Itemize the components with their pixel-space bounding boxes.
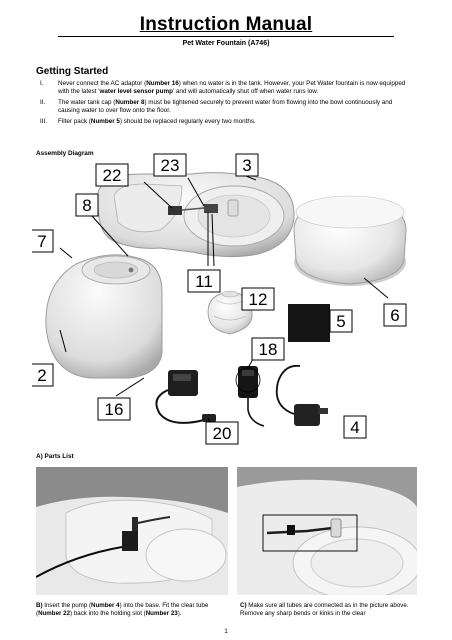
instruction-item	[36, 118, 410, 126]
product-subtitle: Pet Water Fountain (A746)	[182, 40, 270, 47]
filter-pad	[288, 304, 330, 342]
label-18: 18	[258, 340, 278, 359]
step-c-caption	[240, 602, 418, 618]
instruction-emphasis: Number 16	[146, 80, 179, 87]
tube-connection-photo	[237, 467, 417, 595]
step-b-caption	[36, 602, 226, 618]
instruction-number: III.	[40, 117, 47, 125]
bowl-cover	[294, 196, 406, 286]
label-3: 3	[242, 156, 252, 175]
instruction-emphasis: Number 8	[115, 98, 145, 106]
title-divider	[58, 36, 394, 37]
label-2: 2	[37, 366, 47, 385]
instruction-item	[36, 80, 410, 97]
step-letter: B)	[36, 602, 43, 609]
caption-text: Make sure all tubes are connected as in the picture above. Remove any sharp bends or kinks in the clear	[240, 602, 409, 618]
water-tank	[46, 255, 162, 378]
label-7: 7	[37, 232, 47, 251]
power-adaptor	[238, 366, 264, 426]
instruction-text: Never connect the AC adaptor (	[58, 80, 147, 87]
pump-insert-photo	[36, 467, 228, 595]
label-4: 4	[350, 418, 360, 437]
caption-emphasis: Number 4	[91, 602, 120, 609]
label-5: 5	[336, 312, 346, 331]
instruction-text: ) must be tightened securely to prevent water from flowing into the bowl continuously and causing water to over flow onto the floor.	[58, 98, 393, 115]
instruction-text: ) should be replaced regularly every two months.	[119, 117, 256, 125]
caption-text: ) into the base. Fit the clear tube (	[36, 602, 209, 618]
label-8: 8	[82, 196, 92, 215]
label-23: 23	[160, 156, 180, 175]
page-title: Instruction Manual	[139, 14, 313, 35]
caption-text: Insert the pump (	[42, 602, 92, 609]
parts-list-label: A) Parts List	[36, 453, 74, 460]
instruction-emphasis: water level sensor pump	[99, 88, 173, 96]
assembly-diagram-label: Assembly Diagram	[36, 150, 94, 157]
instruction-text: ) when no water is in the tank. However, your Pet Water fountain is now equipped with the latest '	[58, 80, 406, 96]
instruction-text: Filter pack (	[58, 117, 91, 125]
page-number: 1	[224, 628, 228, 635]
instruction-list	[36, 80, 410, 128]
label-12: 12	[248, 290, 268, 309]
caption-emphasis: Number 22	[38, 610, 71, 618]
instruction-item	[36, 99, 410, 116]
instruction-emphasis: Number 5	[90, 117, 120, 125]
pump	[277, 366, 328, 426]
assembly-diagram	[32, 152, 420, 450]
instruction-text: ' and will automatically shut off when water runs low.	[172, 88, 319, 96]
label-6: 6	[390, 306, 400, 325]
caption-text: ).	[177, 610, 182, 618]
label-11: 11	[195, 272, 213, 291]
label-22: 22	[102, 166, 122, 185]
label-20: 20	[212, 424, 232, 443]
ac-adaptor	[156, 370, 216, 423]
instruction-number: I.	[40, 80, 44, 87]
label-16: 16	[104, 400, 124, 419]
caption-text: ) back into the holding slot (	[70, 610, 146, 618]
instruction-number: II.	[40, 98, 46, 106]
section-heading: Getting Started	[36, 66, 109, 77]
caption-emphasis: Number 23	[145, 610, 178, 618]
instruction-text: The water tank cap (	[58, 98, 116, 106]
step-letter: C)	[240, 602, 247, 609]
